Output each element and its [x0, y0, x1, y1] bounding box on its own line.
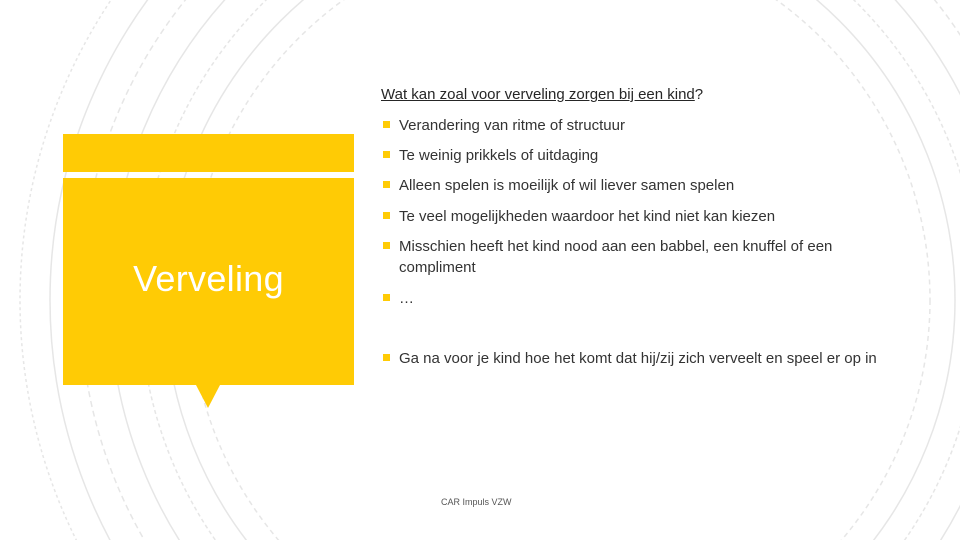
bullet-marker-icon — [383, 181, 390, 188]
title-panel-pointer — [196, 385, 220, 408]
bullet-item — [381, 236, 911, 278]
bullet-item — [381, 348, 911, 369]
footer-text: CAR Impuls VZW — [441, 497, 512, 507]
question-mark: ? — [694, 86, 704, 103]
bullet-marker-icon — [383, 121, 390, 128]
question-text: Wat kan zoal voor verveling zorgen bij een kind — [381, 86, 695, 103]
bullet-marker-icon — [383, 354, 390, 361]
bullet-text: Verandering van ritme of structuur — [399, 117, 625, 134]
accent-bar — [63, 134, 354, 172]
bullet-item — [381, 288, 911, 309]
bullet-item — [381, 115, 911, 136]
bullet-text: … — [399, 290, 414, 307]
bullet-marker-icon — [383, 242, 390, 249]
bullet-text: Ga na voor je kind hoe het komt dat hij/zij zich verveelt en speel er op in — [399, 350, 877, 367]
bullet-text: Te weinig prikkels of uitdaging — [399, 147, 599, 164]
slide-title: Verveling — [133, 258, 284, 299]
question-heading — [381, 86, 703, 103]
bullet-item — [381, 145, 911, 166]
bullet-text: Te veel mogelijkheden waardoor het kind niet kan kiezen — [399, 208, 776, 225]
bullet-marker-icon — [383, 294, 390, 301]
bullet-text: Misschien heeft het kind nood aan een babbel, een knuffel of een compliment — [399, 238, 833, 276]
bullet-item — [381, 175, 911, 196]
bullet-marker-icon — [383, 212, 390, 219]
bullet-text: Alleen spelen is moeilijk of wil liever samen spelen — [399, 177, 735, 194]
bullet-marker-icon — [383, 151, 390, 158]
bullet-item — [381, 206, 911, 227]
